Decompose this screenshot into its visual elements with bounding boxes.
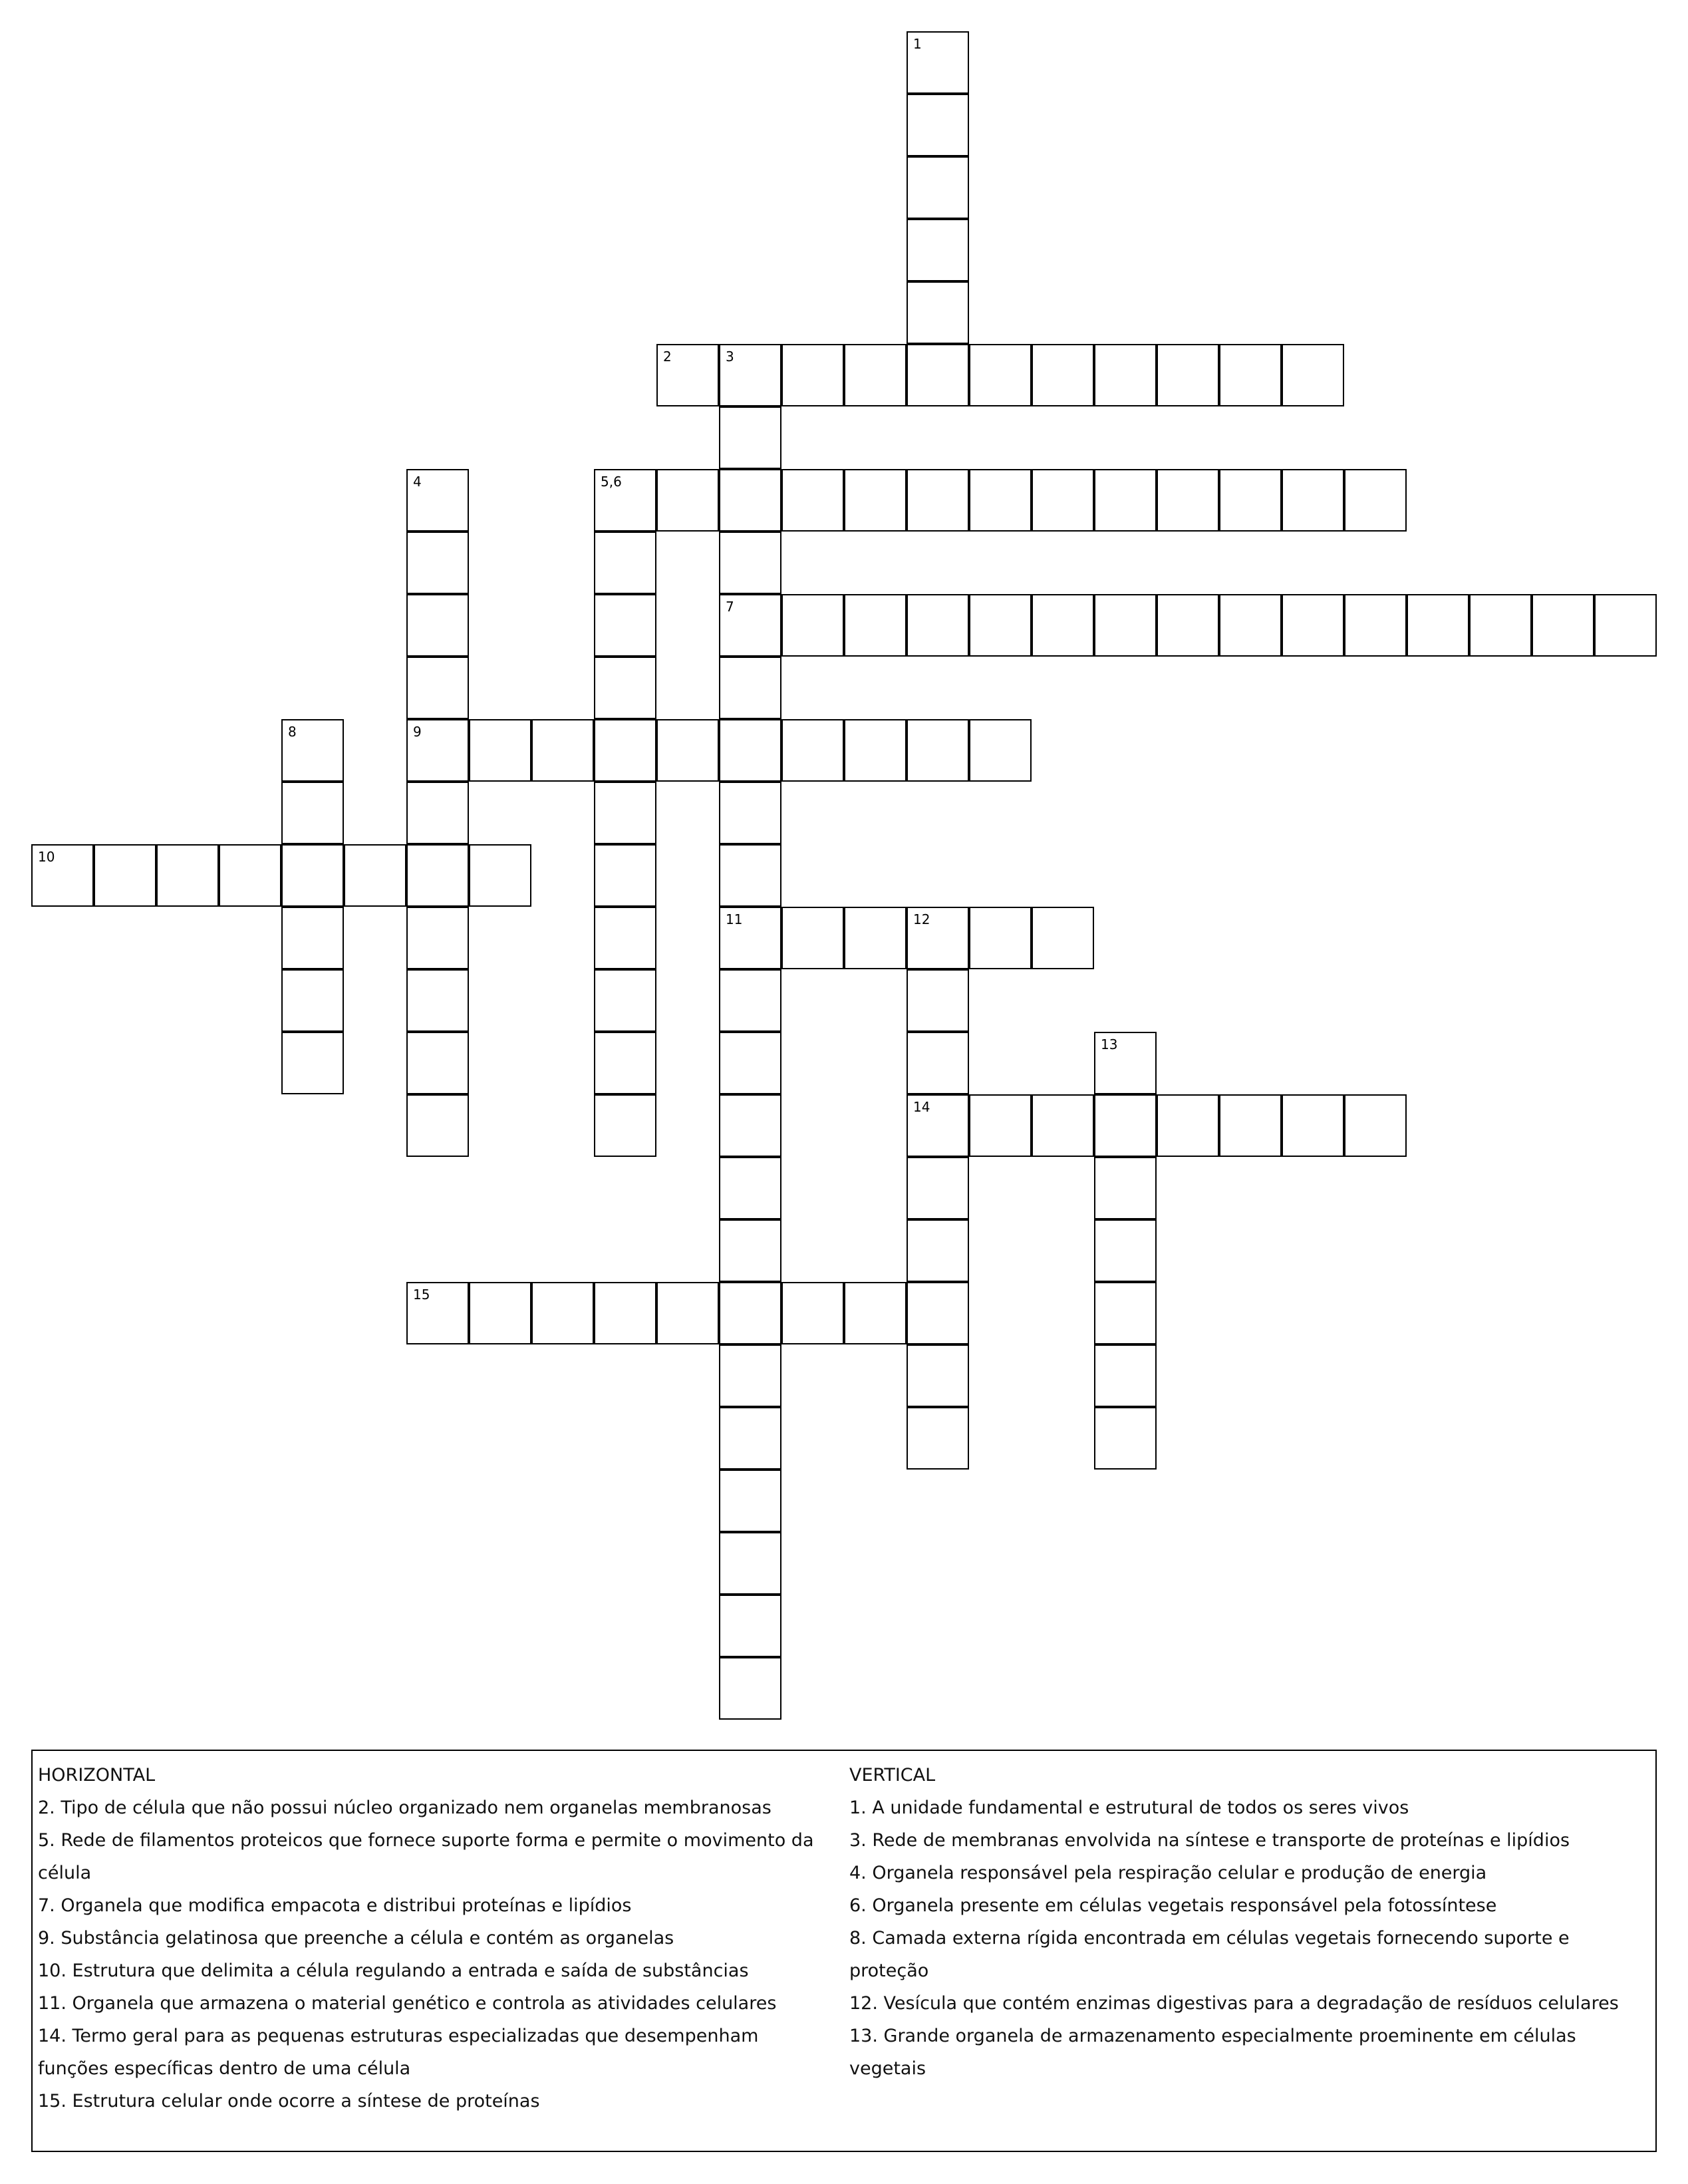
- crossword-cell[interactable]: [281, 907, 344, 969]
- crossword-cell[interactable]: [406, 719, 469, 782]
- crossword-cell[interactable]: [719, 406, 781, 469]
- crossword-cell[interactable]: [1594, 594, 1657, 657]
- clue-number: 10: [38, 849, 55, 865]
- crossword-cell[interactable]: [1032, 594, 1094, 657]
- crossword-cell[interactable]: [406, 1094, 469, 1157]
- crossword-cell[interactable]: [1032, 344, 1094, 406]
- crossword-cell[interactable]: [719, 1157, 781, 1219]
- crossword-cell[interactable]: [1157, 344, 1219, 406]
- crossword-cell[interactable]: [844, 719, 907, 782]
- crossword-cell[interactable]: [406, 1282, 469, 1344]
- crossword-cell[interactable]: [1094, 1094, 1157, 1157]
- crossword-cell[interactable]: [907, 1282, 969, 1344]
- clue-v-1: 1. A unidade fundamental e estrutural de todos os seres vivos: [849, 1797, 1409, 1818]
- crossword-cell[interactable]: [907, 1157, 969, 1219]
- crossword-cell[interactable]: [406, 844, 469, 907]
- clue-number: 11: [726, 911, 743, 927]
- crossword-cell[interactable]: [907, 594, 969, 657]
- crossword-cell[interactable]: [907, 1094, 969, 1157]
- crossword-cell[interactable]: [1094, 469, 1157, 532]
- crossword-cell[interactable]: [594, 594, 656, 657]
- crossword-cell[interactable]: [219, 844, 281, 907]
- crossword-cell[interactable]: [594, 782, 656, 844]
- crossword-cell[interactable]: [344, 844, 406, 907]
- crossword-cell[interactable]: [907, 344, 969, 406]
- clue-number: 2: [663, 349, 672, 365]
- crossword-cell[interactable]: [1532, 594, 1594, 657]
- crossword-cell[interactable]: [969, 907, 1032, 969]
- crossword-cell[interactable]: [594, 844, 656, 907]
- crossword-cell[interactable]: [1344, 469, 1407, 532]
- crossword-cell[interactable]: [719, 1657, 781, 1720]
- crossword-cell[interactable]: [281, 844, 344, 907]
- crossword-cell[interactable]: [719, 719, 781, 782]
- crossword-cell[interactable]: [781, 719, 844, 782]
- clue-number: 3: [726, 349, 734, 365]
- crossword-cell[interactable]: [156, 844, 219, 907]
- clue-v-6: 6. Organela presente em células vegetais responsável pela fotossíntese: [849, 1895, 1497, 1916]
- clues-box: [31, 1750, 1657, 2152]
- crossword-cell[interactable]: [406, 907, 469, 969]
- crossword-cell[interactable]: [594, 532, 656, 594]
- crossword-cell[interactable]: [719, 532, 781, 594]
- crossword-cell[interactable]: [281, 969, 344, 1032]
- crossword-cell[interactable]: [1469, 594, 1532, 657]
- crossword-cell[interactable]: [594, 657, 656, 719]
- crossword-cell[interactable]: [844, 469, 907, 532]
- crossword-cell[interactable]: [406, 657, 469, 719]
- crossword-cell[interactable]: [1219, 344, 1282, 406]
- clue-number: 9: [413, 724, 422, 740]
- clue-number: 4: [413, 474, 422, 490]
- clue-number: 13: [1101, 1036, 1118, 1052]
- crossword-cell[interactable]: [719, 1032, 781, 1094]
- crossword-cell[interactable]: [406, 1032, 469, 1094]
- crossword-cell[interactable]: [594, 469, 656, 532]
- crossword-cell[interactable]: [781, 344, 844, 406]
- crossword-cell[interactable]: [719, 1532, 781, 1595]
- clue-v-4: 4. Organela responsável pela respiração celular e produção de energia: [849, 1863, 1487, 1883]
- crossword-cell[interactable]: [1094, 1344, 1157, 1407]
- crossword-cell[interactable]: [719, 1219, 781, 1282]
- crossword-cell[interactable]: [969, 469, 1032, 532]
- crossword-cell[interactable]: [656, 719, 719, 782]
- crossword-cell[interactable]: [1282, 594, 1344, 657]
- crossword-cell[interactable]: [656, 344, 719, 406]
- crossword-cell[interactable]: [594, 1282, 656, 1344]
- crossword-cell[interactable]: [281, 782, 344, 844]
- crossword-cell[interactable]: [907, 219, 969, 281]
- crossword-cell[interactable]: [1032, 907, 1094, 969]
- clue-h-7: 7. Organela que modifica empacota e distribui proteínas e lipídios: [38, 1895, 632, 1916]
- crossword-cell[interactable]: [781, 469, 844, 532]
- crossword-cell[interactable]: [469, 844, 531, 907]
- crossword-cell[interactable]: [406, 469, 469, 532]
- crossword-cell[interactable]: [1282, 469, 1344, 532]
- crossword-cell[interactable]: [907, 469, 969, 532]
- crossword-cell[interactable]: [594, 969, 656, 1032]
- clue-v-13: 13. Grande organela de armazenamento especialmente proeminente em células vegetais: [849, 2026, 1576, 2079]
- crossword-cell[interactable]: [969, 594, 1032, 657]
- crossword-cell[interactable]: [781, 907, 844, 969]
- crossword-cell[interactable]: [907, 94, 969, 156]
- vertical-heading: VERTICAL: [849, 1765, 936, 1786]
- crossword-cell[interactable]: [719, 657, 781, 719]
- crossword-cell[interactable]: [281, 1032, 344, 1094]
- crossword-cell[interactable]: [719, 594, 781, 657]
- clue-number: 12: [913, 911, 930, 927]
- crossword-cell[interactable]: [531, 719, 594, 782]
- crossword-cell[interactable]: [1157, 469, 1219, 532]
- crossword-cell[interactable]: [1219, 469, 1282, 532]
- clue-v-12: 12. Vesícula que contém enzimas digestivas para a degradação de resíduos celulares: [849, 1993, 1619, 2014]
- crossword-cell[interactable]: [907, 969, 969, 1032]
- crossword-cell[interactable]: [969, 719, 1032, 782]
- crossword-cell[interactable]: [1344, 594, 1407, 657]
- crossword-cell[interactable]: [656, 1282, 719, 1344]
- crossword-cell[interactable]: [1344, 1094, 1407, 1157]
- crossword-cell[interactable]: [1094, 344, 1157, 406]
- crossword-cell[interactable]: [844, 594, 907, 657]
- crossword-cell[interactable]: [1094, 1407, 1157, 1470]
- clue-number: 8: [288, 724, 297, 740]
- crossword-cell[interactable]: [469, 1282, 531, 1344]
- crossword-cell[interactable]: [1094, 1282, 1157, 1344]
- crossword-cell[interactable]: [781, 594, 844, 657]
- crossword-cell[interactable]: [907, 1219, 969, 1282]
- crossword-cell[interactable]: [1219, 1094, 1282, 1157]
- crossword-cell[interactable]: [969, 344, 1032, 406]
- crossword-cell[interactable]: [969, 1094, 1032, 1157]
- crossword-cell[interactable]: [94, 844, 156, 907]
- horizontal-heading: HORIZONTAL: [38, 1765, 156, 1786]
- crossword-cell[interactable]: [406, 594, 469, 657]
- crossword-cell[interactable]: [719, 1595, 781, 1657]
- crossword-cell[interactable]: [1094, 1219, 1157, 1282]
- crossword-cell[interactable]: [531, 1282, 594, 1344]
- crossword-cell[interactable]: [594, 719, 656, 782]
- crossword-cell[interactable]: [594, 1094, 656, 1157]
- clue-number: 1: [913, 36, 922, 52]
- crossword-cell[interactable]: [281, 719, 344, 782]
- clue-h-5: 5. Rede de filamentos proteicos que fornece suporte forma e permite o movimento da célula: [38, 1830, 814, 1883]
- crossword-cell[interactable]: [907, 907, 969, 969]
- crossword-cell[interactable]: [719, 1344, 781, 1407]
- crossword-cell[interactable]: [907, 1344, 969, 1407]
- crossword-cell[interactable]: [1094, 594, 1157, 657]
- crossword-cell[interactable]: [1282, 344, 1344, 406]
- clue-number: 7: [726, 599, 734, 615]
- crossword-cell[interactable]: [1157, 1094, 1219, 1157]
- crossword-cell[interactable]: [719, 969, 781, 1032]
- crossword-cell[interactable]: [594, 1032, 656, 1094]
- crossword-cell[interactable]: [907, 1407, 969, 1470]
- crossword-cell[interactable]: [907, 1032, 969, 1094]
- crossword-cell[interactable]: [719, 344, 781, 406]
- crossword-cell[interactable]: [719, 1407, 781, 1470]
- crossword-cell[interactable]: [907, 31, 969, 94]
- clue-h-11: 11. Organela que armazena o material genético e controla as atividades celulares: [38, 1993, 777, 2014]
- crossword-cell[interactable]: [594, 907, 656, 969]
- crossword-cell[interactable]: [406, 532, 469, 594]
- crossword-cell[interactable]: [1219, 594, 1282, 657]
- vertical-clues: [849, 1759, 1654, 2085]
- crossword-cell[interactable]: [469, 719, 531, 782]
- crossword-cell[interactable]: [656, 469, 719, 532]
- crossword-cell[interactable]: [719, 907, 781, 969]
- crossword-cell[interactable]: [719, 469, 781, 532]
- crossword-cell[interactable]: [1282, 1094, 1344, 1157]
- crossword-cell[interactable]: [1032, 1094, 1094, 1157]
- clue-number: 15: [413, 1287, 430, 1303]
- crossword-cell[interactable]: [907, 281, 969, 344]
- crossword-cell[interactable]: [1032, 469, 1094, 532]
- crossword-cell[interactable]: [406, 782, 469, 844]
- clue-number: 5,6: [601, 474, 622, 490]
- crossword-cell[interactable]: [31, 844, 94, 907]
- crossword-cell[interactable]: [406, 969, 469, 1032]
- clue-v-3: 3. Rede de membranas envolvida na síntese e transporte de proteínas e lipídios: [849, 1830, 1570, 1851]
- clue-h-15: 15. Estrutura celular onde ocorre a síntese de proteínas: [38, 2091, 540, 2111]
- crossword-cell[interactable]: [907, 156, 969, 219]
- crossword-cell[interactable]: [719, 782, 781, 844]
- crossword-cell[interactable]: [844, 907, 907, 969]
- crossword-cell[interactable]: [719, 1470, 781, 1532]
- clue-h-10: 10. Estrutura que delimita a célula regulando a entrada e saída de substâncias: [38, 1960, 749, 1981]
- crossword-cell[interactable]: [781, 1282, 844, 1344]
- horizontal-clues: [38, 1759, 829, 2117]
- crossword-cell[interactable]: [907, 719, 969, 782]
- crossword-cell[interactable]: [1407, 594, 1469, 657]
- crossword-cell[interactable]: [1094, 1032, 1157, 1094]
- crossword-cell[interactable]: [844, 1282, 907, 1344]
- crossword-cell[interactable]: [1094, 1157, 1157, 1219]
- clue-v-8: 8. Camada externa rígida encontrada em células vegetais fornecendo suporte e proteção: [849, 1928, 1570, 1981]
- crossword-cell[interactable]: [1157, 594, 1219, 657]
- crossword-cell[interactable]: [719, 1282, 781, 1344]
- crossword-cell[interactable]: [719, 1094, 781, 1157]
- clue-h-9: 9. Substância gelatinosa que preenche a célula e contém as organelas: [38, 1928, 674, 1949]
- crossword-cell[interactable]: [844, 344, 907, 406]
- clue-h-2: 2. Tipo de célula que não possui núcleo organizado nem organelas membranosas: [38, 1797, 772, 1818]
- crossword-cell[interactable]: [719, 844, 781, 907]
- clue-number: 14: [913, 1099, 930, 1115]
- clue-h-14: 14. Termo geral para as pequenas estruturas especializadas que desempenham funções específicas dentro de uma célula: [38, 2026, 759, 2079]
